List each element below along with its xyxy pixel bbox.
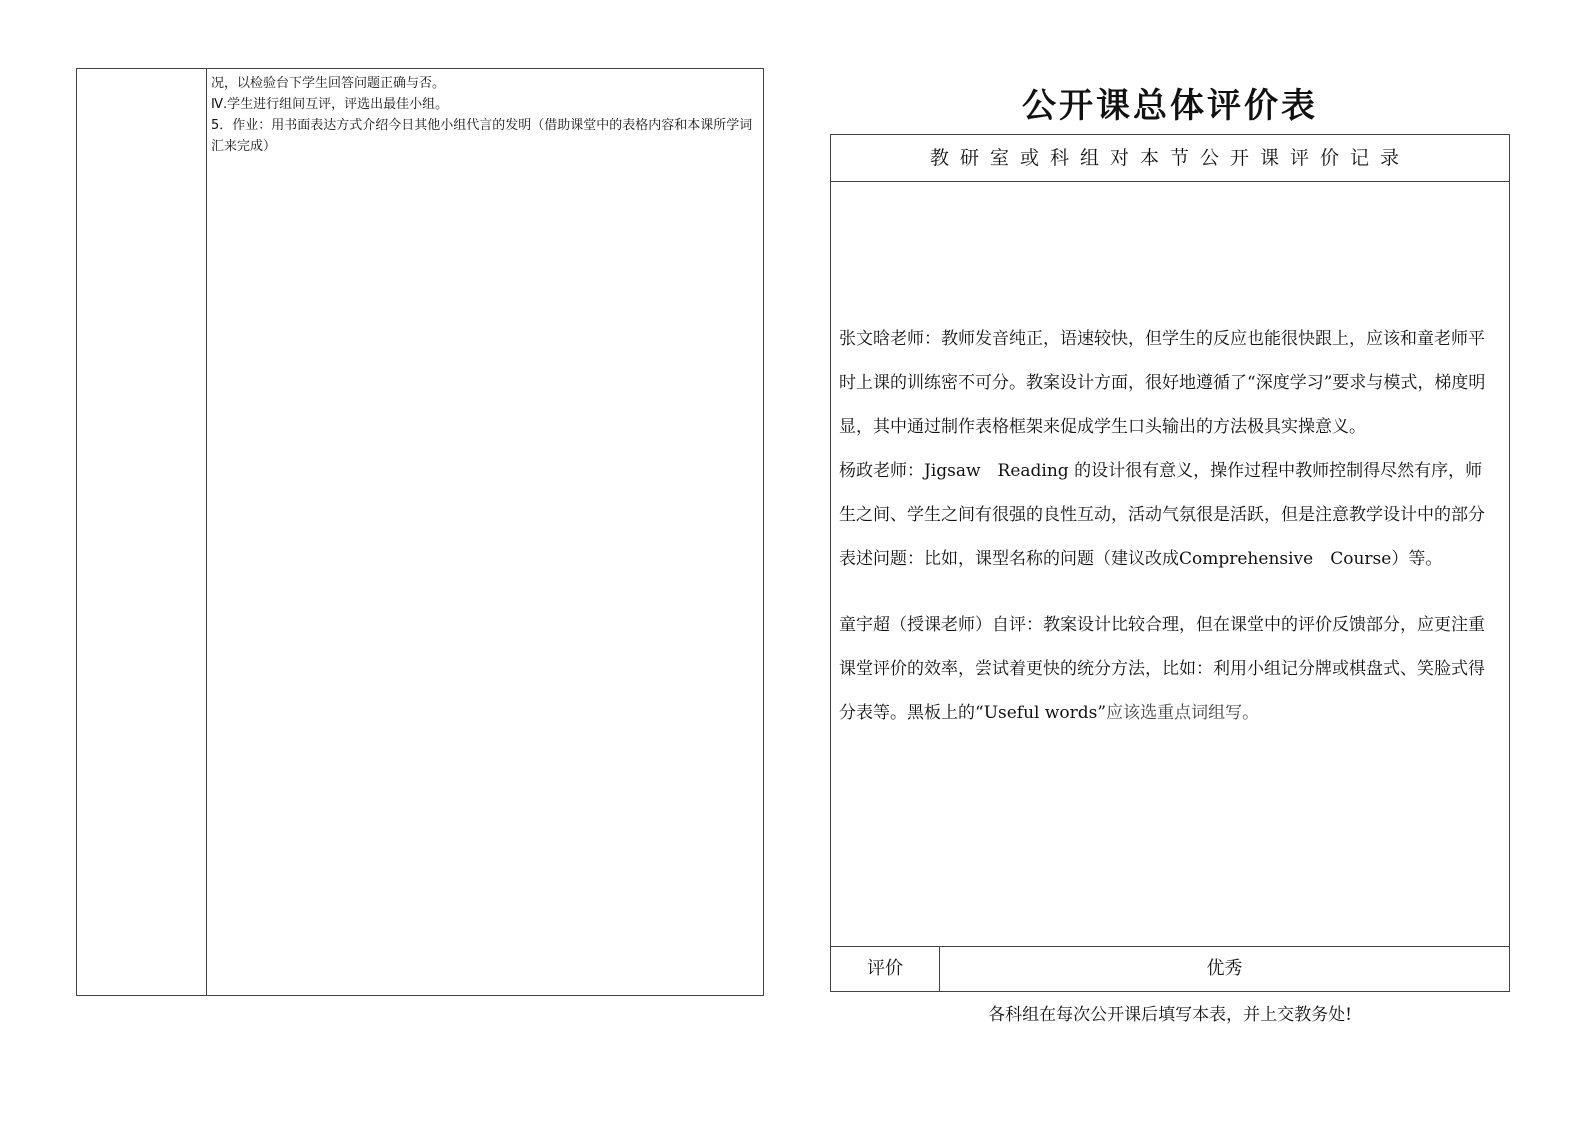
column-divider (206, 69, 207, 995)
comment-zhang: 张文晗老师：教师发音纯正，语速较快，但学生的反应也能很快跟上，应该和童老师平时上课的训练密不可分。教案设计方面，很好地遵循了“深度学习”要求与模式，梯度明显，其中通过制作表格框架来促成学生口头输出的方法极具实操意义。 (839, 329, 1486, 437)
evaluation-table (830, 134, 1510, 992)
rating-row (831, 946, 1509, 991)
spacer (839, 581, 1499, 603)
plan-line: 况，以检验台下学生回答问题正确与否。 (211, 76, 446, 91)
record-header: 教研室或科组对本节公开课评价记录 (831, 135, 1509, 182)
comment-self-review (839, 603, 1499, 735)
comment-yang: 杨政老师：Jigsaw Reading 的设计很有意义，操作过程中教师控制得尽然有序，师生之间、学生之间有很强的良性互动，活动气氛很是活跃，但是注意教学设计中的部分表述问题：比如，课型名称的问题（建议改成Comprehensive Course）等。 (839, 461, 1485, 569)
footer-note: 各科组在每次公开课后填写本表，并上交教务处! (988, 1005, 1352, 1025)
plan-line: Ⅳ.学生进行组间互评，评选出最佳小组。 (211, 97, 449, 112)
self-review-tail: 应该选重点词组写。 (1106, 703, 1260, 723)
lesson-plan-table (76, 68, 764, 996)
self-review-main: 童宇超（授课老师）自评：教案设计比较合理，但在课堂中的评价反馈部分，应更注重课堂评价的效率，尝试着更快的统分方法，比如：利用小组记分牌或棋盘式、笑脸式得分表等。黑板上的“Useful words” (839, 615, 1485, 723)
lesson-plan-text (211, 73, 756, 157)
evaluation-comments (839, 317, 1499, 735)
page-title: 公开课总体评价表 (1022, 86, 1318, 126)
plan-line: 5．作业：用书面表达方式介绍今日其他小组代言的发明（借助课堂中的表格内容和本课所学词汇来完成） (211, 118, 753, 154)
rating-value: 优秀 (1206, 958, 1243, 979)
rating-label: 评价 (831, 947, 940, 991)
